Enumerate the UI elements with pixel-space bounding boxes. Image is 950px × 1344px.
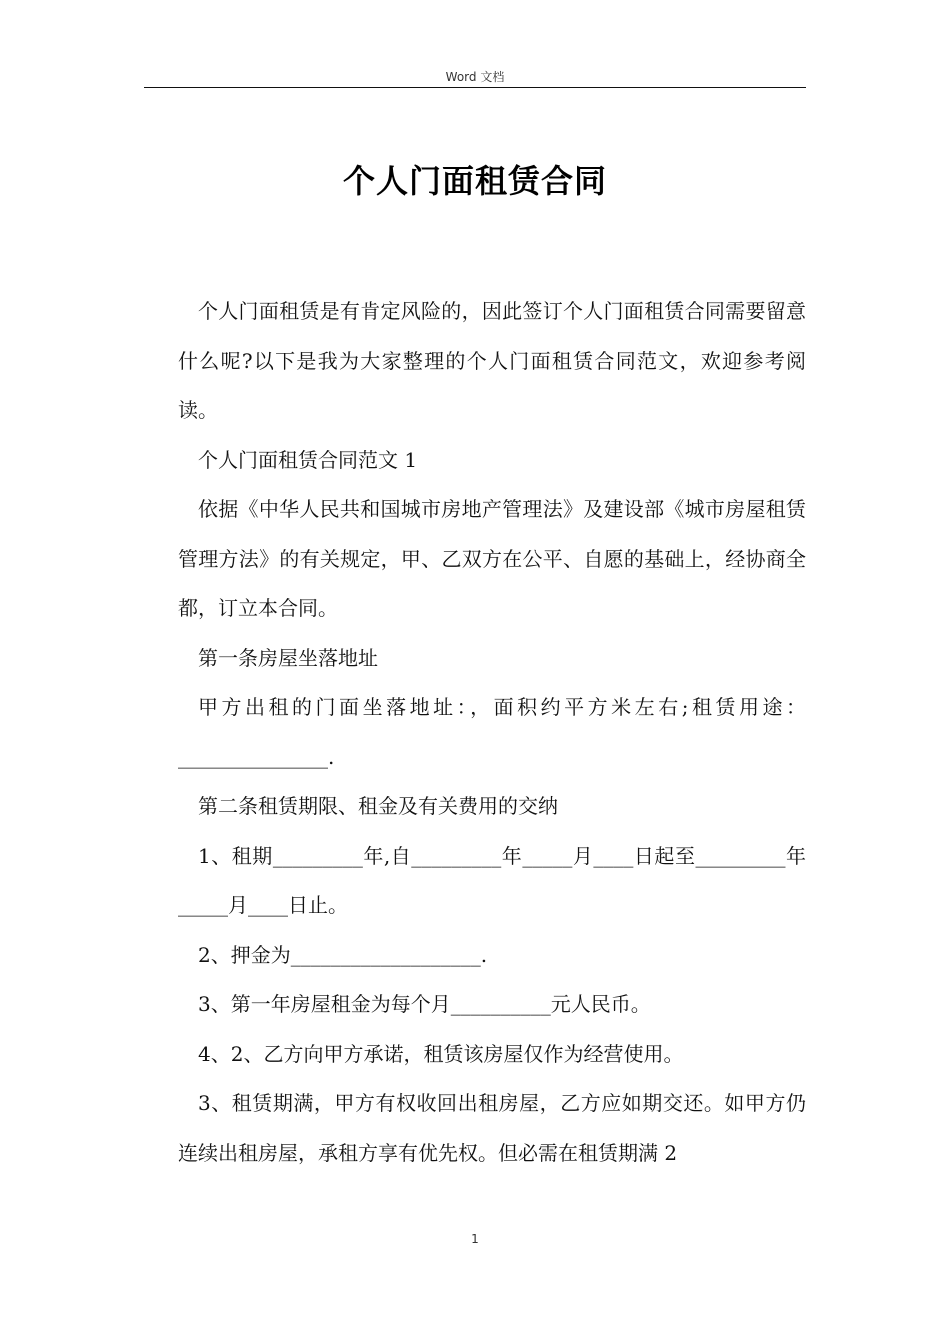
term-paragraph: 1、租期_________年,自_________年_____月____日起至_________年_____月____日止。 — [178, 843, 806, 917]
header-label: Word 文档 — [445, 70, 505, 84]
rent-paragraph: 3、第一年房屋租金为每个月__________元人民币。 — [198, 992, 651, 1016]
document-body — [178, 287, 806, 1178]
header-divider — [144, 87, 806, 88]
intro-paragraph: 个人门面租赁是有肯定风险的，因此签订个人门面租赁合同需要留意什么呢?以下是我为大家整理的个人门面租赁合同范文，欢迎参考阅读。 — [178, 299, 806, 422]
article-2-heading: 第二条租赁期限、租金及有关费用的交纳 — [198, 794, 558, 818]
article-1-heading: 第一条房屋坐落地址 — [198, 645, 378, 670]
deposit-paragraph: 2、押金为___________________. — [198, 942, 488, 967]
expiry-paragraph: 3、租赁期满，甲方有权收回出租房屋，乙方应如期交还。如甲方仍连续出租房屋，承租方享有优先权。但必需在租赁期满 2 — [178, 1091, 806, 1165]
document-title: 个人门面租赁合同 — [342, 162, 607, 200]
usage-paragraph: 4、2、乙方向甲方承诺，租赁该房屋仅作为经营使用。 — [198, 1041, 684, 1066]
address-paragraph: 甲方出租的门面坐落地址：，面积约平方米左右;租赁用途：_______________. — [178, 695, 806, 769]
sample-heading: 个人门面租赁合同范文 1 — [198, 447, 418, 472]
preamble-paragraph: 依据《中华人民共和国城市房地产管理法》及建设部《城市房屋租赁管理方法》的有关规定，甲、乙双方在公平、自愿的基础上，经协商全都，订立本合同。 — [178, 497, 806, 620]
page-number: 1 — [471, 1232, 479, 1246]
